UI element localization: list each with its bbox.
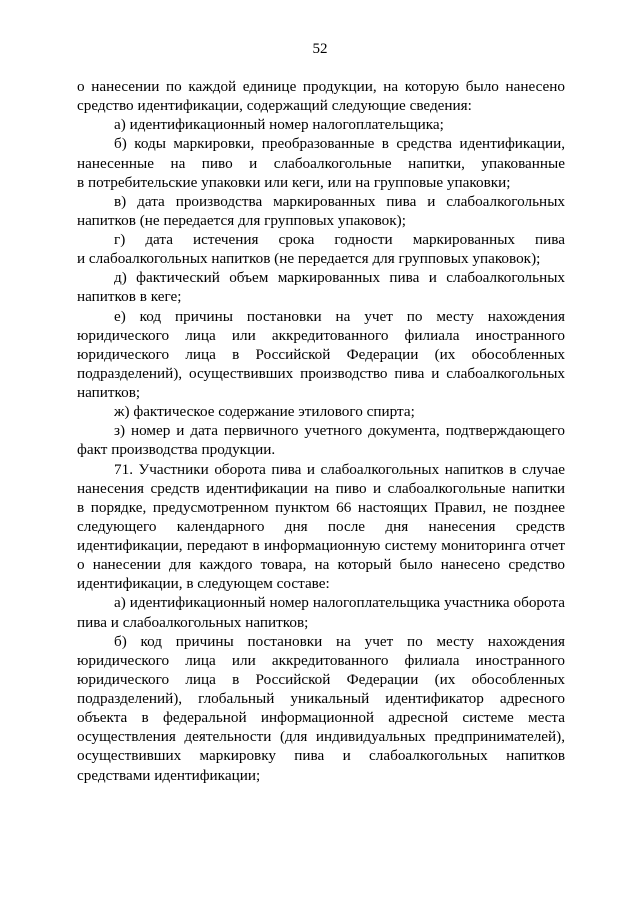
text-line: ж) фактическое содержание этилового спирта; bbox=[114, 403, 415, 421]
text-line: а) идентификационный номер налогоплательщика; bbox=[114, 116, 444, 134]
text-line: о нанесении по каждой единице продукции, на которую было нанесено bbox=[77, 78, 565, 95]
text-line: нанесения средств идентификации на пиво и слабоалкогольные напитки bbox=[77, 479, 565, 497]
text-line: юридического лица или аккредитованного филиала иностранного bbox=[77, 651, 565, 669]
text-line: следующего календарного дня после дня нанесения средств bbox=[77, 517, 565, 535]
text-line: д) фактический объем маркированных пива и слабоалкогольных bbox=[114, 269, 565, 287]
text-line: е) код причины постановки на учет по месту нахождения bbox=[114, 307, 565, 325]
text-line: б) код причины постановки на учет по месту нахождения bbox=[114, 632, 565, 650]
text-line: з) номер и дата первичного учетного документа, подтверждающего bbox=[114, 422, 565, 440]
text-line: средствами идентификации; bbox=[77, 766, 261, 784]
text-line: идентификации, в следующем составе: bbox=[77, 575, 330, 593]
text-line: подразделений), осуществивших производство пива и слабоалкогольных bbox=[77, 364, 565, 382]
text-line: нанесенные на пиво и слабоалкогольные напитки, упакованные bbox=[77, 154, 565, 172]
text-line: б) коды маркировки, преобразованные в средства идентификации, bbox=[114, 135, 565, 153]
text-line: подразделений), глобальный уникальный идентификатор адресного bbox=[77, 690, 565, 707]
text-line: о нанесении для каждого товара, на который было нанесено средство bbox=[77, 556, 565, 574]
text-line: средство идентификации, содержащий следующие сведения: bbox=[77, 97, 472, 115]
text-line: осуществления деятельности (для индивидуальных предпринимателей), bbox=[77, 728, 565, 746]
text-line: г) дата истечения срока годности маркированных пива bbox=[114, 231, 565, 248]
text-line: напитков (не передается для групповых упаковок); bbox=[77, 211, 406, 229]
text-line: напитков в кеге; bbox=[77, 288, 182, 306]
text-line: пива и слабоалкогольных напитков; bbox=[77, 613, 309, 631]
text-line: в порядке, предусмотренном пунктом 66 настоящих Правил, не позднее bbox=[77, 498, 565, 516]
text-line: идентификации, передают в информационную систему мониторинга отчет bbox=[77, 537, 565, 554]
text-line: и слабоалкогольных напитков (не передается для групповых упаковок); bbox=[77, 250, 541, 268]
text-line: в потребительские упаковки или кеги, или на групповые упаковки; bbox=[77, 173, 511, 191]
text-line: юридического лица или аккредитованного филиала иностранного bbox=[77, 326, 565, 344]
text-line: юридического лица в Российской Федерации (их обособленных bbox=[77, 670, 565, 688]
text-line: осуществивших маркировку пива и слабоалкогольных напитков bbox=[77, 747, 565, 765]
document-body bbox=[77, 77, 565, 785]
text-line: 71. Участники оборота пива и слабоалкогольных напитков в случае bbox=[114, 460, 565, 478]
text-line: факт производства продукции. bbox=[77, 441, 276, 459]
page-number: 52 bbox=[312, 41, 328, 57]
text-line: в) дата производства маркированных пива и слабоалкогольных bbox=[114, 192, 565, 210]
text-line: объекта в федеральной информационной адресной системе места bbox=[77, 709, 565, 727]
text-line: а) идентификационный номер налогоплательщика участника оборота bbox=[114, 594, 565, 612]
text-line: напитков; bbox=[77, 384, 141, 401]
text-line: юридического лица в Российской Федерации (их обособленных bbox=[77, 345, 565, 363]
